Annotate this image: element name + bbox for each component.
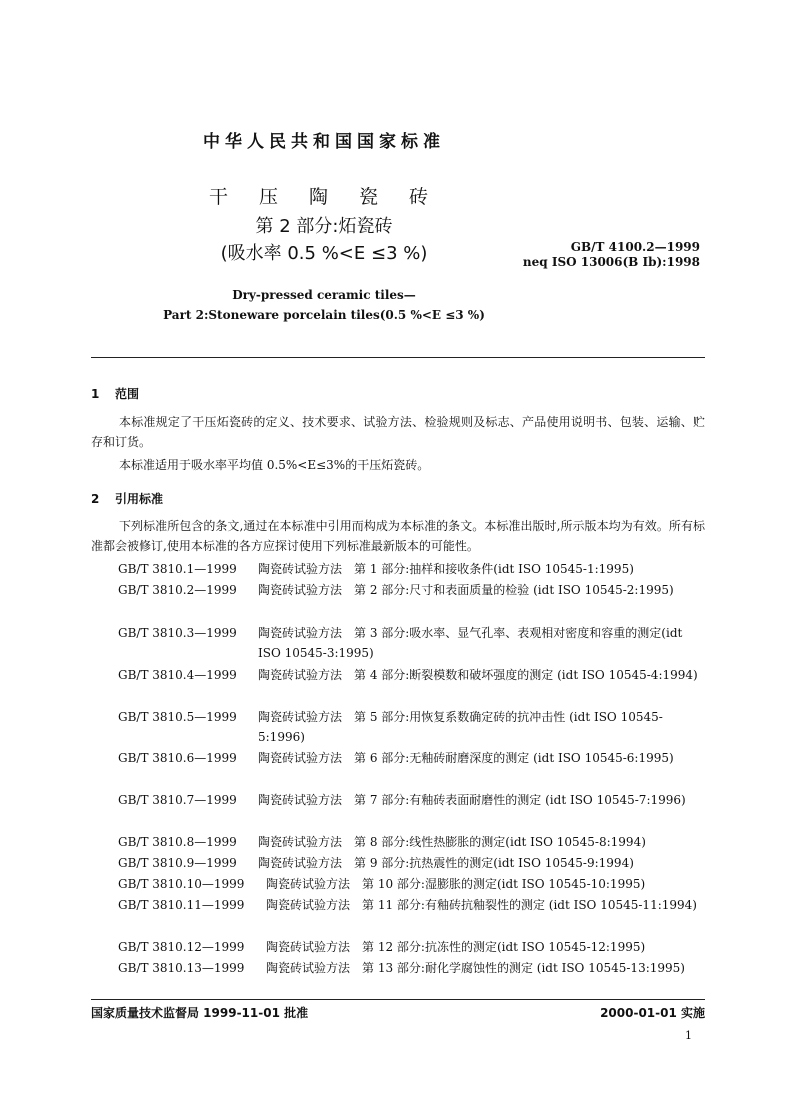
reference-code: GB/T 3810.10—1999	[118, 877, 245, 891]
reference-text: 陶瓷砖试验方法 第 3 部分:吸水率、显气孔率、表观相对密度和容重的测定(idt ISO 10545-3:1995)	[258, 626, 683, 660]
section-2-heading	[91, 490, 163, 507]
reference-code: GB/T 3810.6—1999	[118, 751, 237, 765]
reference-code: GB/T 3810.12—1999	[118, 940, 245, 954]
section-1-heading	[91, 385, 139, 402]
approval-date: 国家质量技术监督局 1999-11-01 批准	[91, 1006, 309, 1020]
section-1-number: 1	[91, 387, 100, 401]
english-title-line1: Dry-pressed ceramic tiles—	[232, 288, 416, 302]
reference-code: GB/T 3810.7—1999	[118, 793, 237, 807]
reference-text: 陶瓷砖试验方法 第 7 部分:有釉砖表面耐磨性的测定 (idt ISO 10545-7:1996)	[258, 793, 686, 807]
document-subtitle: 第 2 部分:炻瓷砖	[255, 216, 393, 237]
reference-text: 陶瓷砖试验方法 第 12 部分:抗冻性的测定(idt ISO 10545-12:1995)	[266, 940, 646, 954]
reference-code: GB/T 3810.1—1999	[118, 562, 237, 576]
national-standard-heading: 中华人民共和国国家标准	[203, 132, 445, 152]
document-subtitle-condition: (吸水率 0.5 %<E ≤3 %)	[220, 243, 428, 264]
reference-code: GB/T 3810.9—1999	[118, 856, 237, 870]
reference-code: GB/T 3810.2—1999	[118, 583, 237, 597]
section-2-title: 引用标准	[115, 492, 164, 506]
page-number: 1	[685, 1029, 692, 1042]
footer-divider	[91, 999, 705, 1000]
reference-text: 陶瓷砖试验方法 第 4 部分:断裂模数和破坏强度的测定 (idt ISO 10545-4:1994)	[258, 668, 698, 682]
reference-code: GB/T 3810.3—1999	[118, 626, 237, 640]
english-title-line2: Part 2:Stoneware porcelain tiles(0.5 %<E ≤3 %)	[163, 308, 485, 322]
section-2-paragraph-1: 下列标准所包含的条文,通过在本标准中引用而构成为本标准的条文。本标准出版时,所示版本均为有效。所有标准都会被修订,使用本标准的各方应探讨使用下列标准最新版本的可能性。	[91, 519, 705, 553]
reference-text: 陶瓷砖试验方法 第 5 部分:用恢复系数确定砖的抗冲击性 (idt ISO 10545-5:1996)	[258, 710, 663, 744]
section-1-paragraph-1: 本标准规定了干压炻瓷砖的定义、技术要求、试验方法、检验规则及标志、产品使用说明书、包装、运输、贮存和订货。	[91, 415, 705, 449]
reference-code: GB/T 3810.5—1999	[118, 710, 237, 724]
section-2-number: 2	[91, 492, 100, 506]
section-1-paragraph-2: 本标准适用于吸水率平均值 0.5%<E≤3%的干压炻瓷砖。	[119, 458, 430, 472]
reference-text: 陶瓷砖试验方法 第 6 部分:无釉砖耐磨深度的测定 (idt ISO 10545-6:1995)	[258, 751, 674, 765]
reference-code: GB/T 3810.4—1999	[118, 668, 237, 682]
reference-text: 陶瓷砖试验方法 第 10 部分:湿膨胀的测定(idt ISO 10545-10:1995)	[266, 877, 646, 891]
reference-text: 陶瓷砖试验方法 第 11 部分:有釉砖抗釉裂性的测定 (idt ISO 10545-11:1994)	[266, 898, 697, 912]
header-divider	[91, 357, 705, 358]
effective-date: 2000-01-01 实施	[600, 1006, 705, 1020]
english-title	[0, 285, 648, 325]
reference-text: 陶瓷砖试验方法 第 13 部分:耐化学腐蚀性的测定 (idt ISO 10545-13:1995)	[266, 961, 685, 975]
reference-text: 陶瓷砖试验方法 第 1 部分:抽样和接收条件(idt ISO 10545-1:1995)	[258, 562, 634, 576]
reference-code: GB/T 3810.13—1999	[118, 961, 245, 975]
standard-number: GB/T 4100.2—1999	[570, 240, 700, 254]
reference-code: GB/T 3810.11—1999	[118, 898, 245, 912]
standard-code-block	[490, 240, 700, 270]
section-1-title: 范围	[115, 387, 140, 401]
reference-text: 陶瓷砖试验方法 第 2 部分:尺寸和表面质量的检验 (idt ISO 10545-2:1995)	[258, 583, 674, 597]
reference-code: GB/T 3810.8—1999	[118, 835, 237, 849]
standard-equivalence: neq ISO 13006(B Ⅰb):1998	[522, 255, 700, 269]
document-title: 干压陶瓷砖	[208, 186, 459, 208]
reference-text: 陶瓷砖试验方法 第 9 部分:抗热震性的测定(idt ISO 10545-9:1994)	[258, 856, 634, 870]
reference-text: 陶瓷砖试验方法 第 8 部分:线性热膨胀的测定(idt ISO 10545-8:1994)	[258, 835, 646, 849]
